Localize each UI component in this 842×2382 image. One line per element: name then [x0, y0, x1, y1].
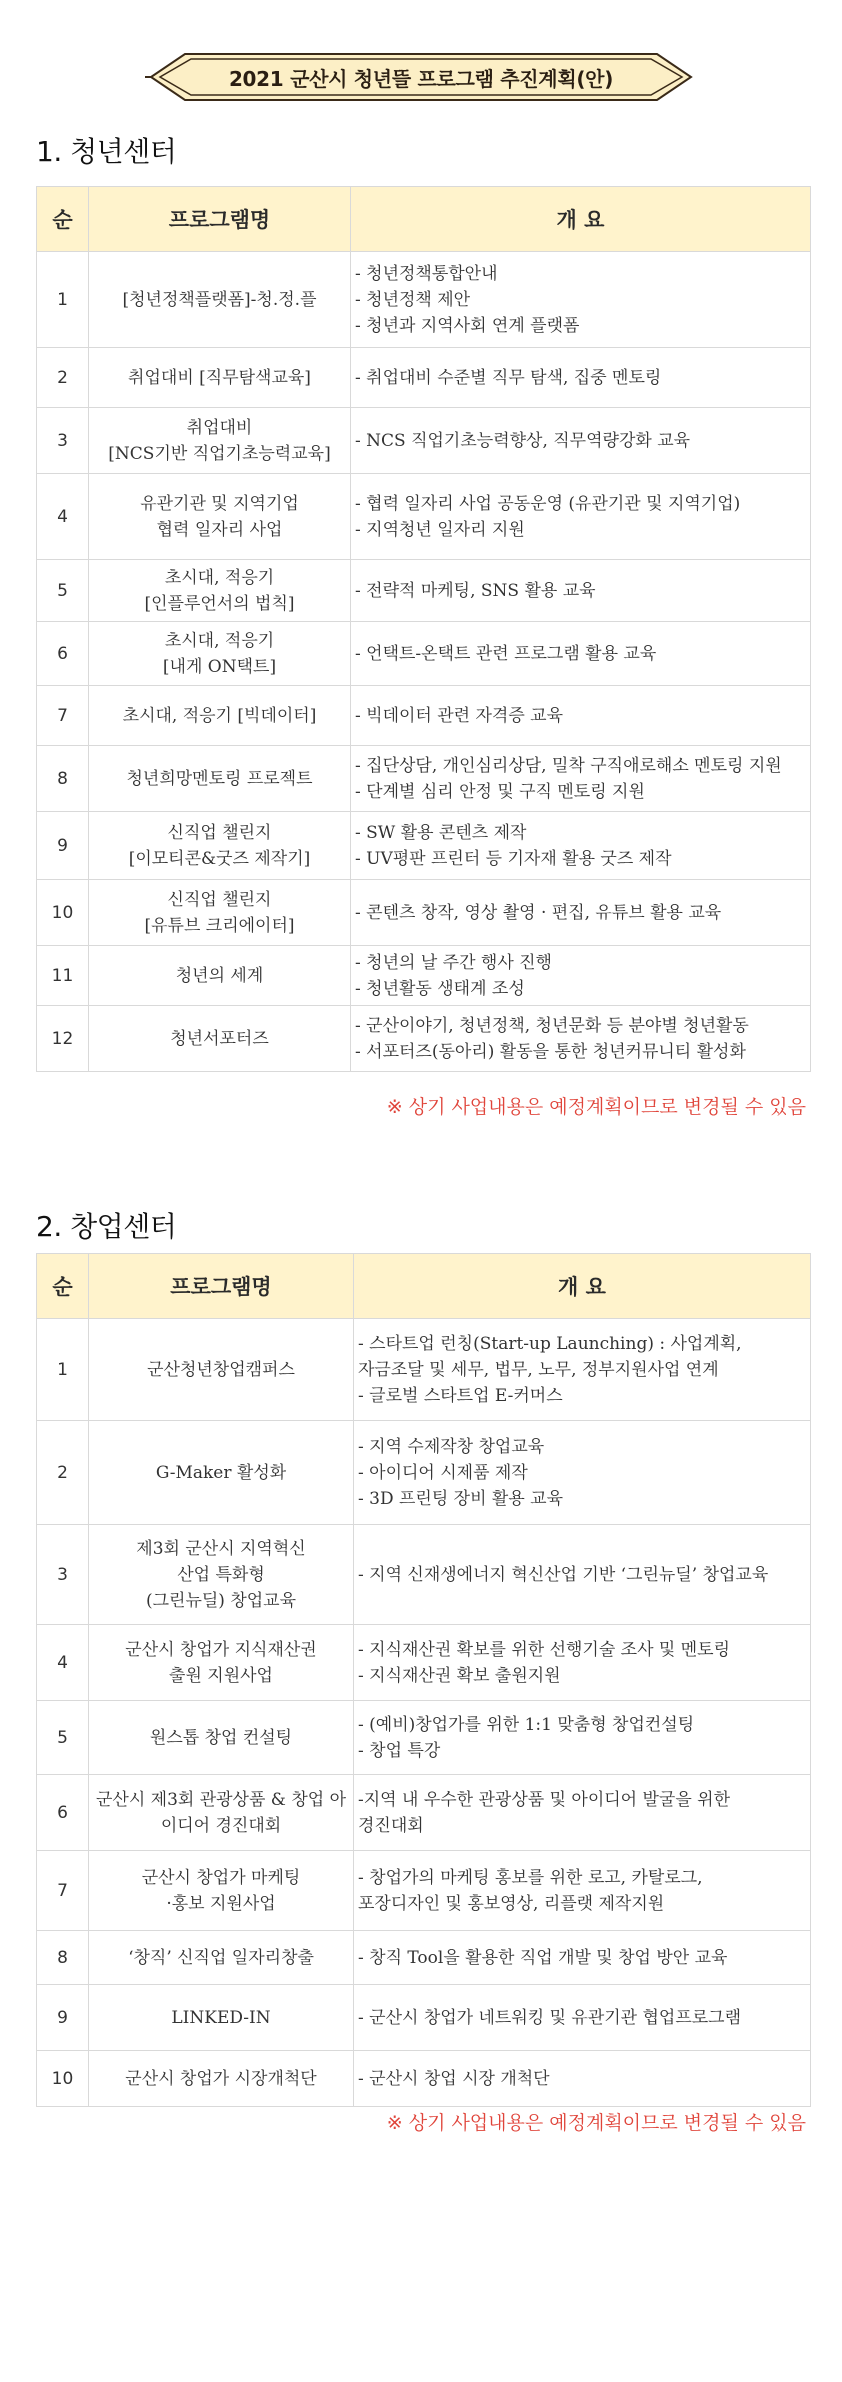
row-summary: - 청년정책통합안내 - 청년정책 제안 - 청년과 지역사회 연계 플랫폼	[351, 252, 811, 348]
table-row	[37, 1931, 811, 1985]
row-num: 10	[37, 2051, 89, 2107]
header-num: 순	[37, 187, 89, 252]
table-row	[37, 622, 811, 686]
table-row	[37, 1421, 811, 1525]
row-summary: - SW 활용 콘텐츠 제작 - UV평판 프린터 등 기자재 활용 굿즈 제작	[351, 812, 811, 880]
table-row	[37, 686, 811, 746]
table-row	[37, 348, 811, 408]
table-row	[37, 880, 811, 946]
header-program-name: 프로그램명	[89, 187, 351, 252]
row-summary: - 창업가의 마케팅 홍보를 위한 로고, 카탈로그, 포장디자인 및 홍보영상, 리플랫 제작지원	[354, 1851, 811, 1931]
table-row	[37, 946, 811, 1006]
row-num: 8	[37, 746, 89, 812]
row-num: 10	[37, 880, 89, 946]
row-num: 5	[37, 560, 89, 622]
row-num: 1	[37, 252, 89, 348]
row-summary: -지역 내 우수한 관광상품 및 아이디어 발굴을 위한 경진대회	[354, 1775, 811, 1851]
table-row	[37, 1775, 811, 1851]
row-program-name: 초시대, 적응기 [내게 ON택트]	[89, 622, 351, 686]
row-program-name: 취업대비 [직무탐색교육]	[89, 348, 351, 408]
row-num: 3	[37, 408, 89, 474]
table-header-row	[37, 187, 811, 252]
header-summary: 개 요	[351, 187, 811, 252]
row-program-name: 청년서포터즈	[89, 1006, 351, 1072]
row-summary: - 콘텐츠 창작, 영상 촬영 · 편집, 유튜브 활용 교육	[351, 880, 811, 946]
table-row	[37, 1625, 811, 1701]
section-title-startup-center: 2. 창업센터	[36, 1210, 177, 1243]
row-num: 9	[37, 812, 89, 880]
row-num: 2	[37, 1421, 89, 1525]
row-num: 7	[37, 1851, 89, 1931]
table-row	[37, 560, 811, 622]
row-summary: - 스타트업 런칭(Start-up Launching) : 사업계획, 자금조달 및 세무, 법무, 노무, 정부지원사업 연계 - 글로벌 스타트업 E-커머스	[354, 1319, 811, 1421]
row-summary: - 전략적 마케팅, SNS 활용 교육	[351, 560, 811, 622]
row-num: 1	[37, 1319, 89, 1421]
table-row	[37, 812, 811, 880]
youth-center-table	[36, 186, 811, 1072]
table-row	[37, 474, 811, 560]
row-summary: - 군산시 창업가 네트워킹 및 유관기관 협업프로그램	[354, 1985, 811, 2051]
row-summary: - 집단상담, 개인심리상담, 밀착 구직애로해소 멘토링 지원 - 단계별 심리 안정 및 구직 멘토링 지원	[351, 746, 811, 812]
section-title-youth-center: 1. 청년센터	[36, 135, 177, 168]
row-num: 6	[37, 622, 89, 686]
startup-center-table	[36, 1253, 811, 2107]
row-num: 12	[37, 1006, 89, 1072]
row-program-name: ‘창직’ 신직업 일자리창출	[89, 1931, 354, 1985]
table-row	[37, 1319, 811, 1421]
row-summary: - 지식재산권 확보를 위한 선행기술 조사 및 멘토링 - 지식재산권 확보 출원지원	[354, 1625, 811, 1701]
table-row	[37, 1985, 811, 2051]
row-program-name: G-Maker 활성화	[89, 1421, 354, 1525]
disclaimer-note: ※ 상기 사업내용은 예정계획이므로 변경될 수 있음	[386, 1096, 806, 1118]
row-program-name: 청년희망멘토링 프로젝트	[89, 746, 351, 812]
row-program-name: 군산시 창업가 시장개척단	[89, 2051, 354, 2107]
row-num: 6	[37, 1775, 89, 1851]
title-banner	[145, 48, 697, 106]
row-program-name: 유관기관 및 지역기업 협력 일자리 사업	[89, 474, 351, 560]
row-program-name: 군산시 창업가 마케팅 ·홍보 지원사업	[89, 1851, 354, 1931]
table-row	[37, 252, 811, 348]
row-num: 7	[37, 686, 89, 746]
table-row	[37, 1701, 811, 1775]
row-summary: - 협력 일자리 사업 공동운영 (유관기관 및 지역기업) - 지역청년 일자리 지원	[351, 474, 811, 560]
row-program-name: 군산시 창업가 지식재산권 출원 지원사업	[89, 1625, 354, 1701]
row-program-name: 군산시 제3회 관광상품 & 창업 아 이디어 경진대회	[89, 1775, 354, 1851]
row-summary: - 언택트-온택트 관련 프로그램 활용 교육	[351, 622, 811, 686]
row-program-name: 취업대비 [NCS기반 직업기초능력교육]	[89, 408, 351, 474]
table-row	[37, 746, 811, 812]
header-summary: 개 요	[354, 1254, 811, 1319]
header-num: 순	[37, 1254, 89, 1319]
page-title: 2021 군산시 청년뜰 프로그램 추진계획(안)	[228, 66, 614, 91]
table-row	[37, 408, 811, 474]
row-program-name: [청년정책플랫폼]-청.정.플	[89, 252, 351, 348]
row-program-name: 신직업 챌린지 [유튜브 크리에이터]	[89, 880, 351, 946]
row-num: 5	[37, 1701, 89, 1775]
header-program-name: 프로그램명	[89, 1254, 354, 1319]
row-program-name: 청년의 세계	[89, 946, 351, 1006]
disclaimer-note: ※ 상기 사업내용은 예정계획이므로 변경될 수 있음	[386, 2112, 806, 2134]
row-summary: - 창직 Tool을 활용한 직업 개발 및 창업 방안 교육	[354, 1931, 811, 1985]
row-summary: - 지역 수제작창 창업교육 - 아이디어 시제품 제작 - 3D 프린팅 장비 활용 교육	[354, 1421, 811, 1525]
row-program-name: 초시대, 적응기 [빅데이터]	[89, 686, 351, 746]
row-num: 2	[37, 348, 89, 408]
row-program-name: 초시대, 적응기 [인플루언서의 법칙]	[89, 560, 351, 622]
row-num: 4	[37, 474, 89, 560]
table-row	[37, 1851, 811, 1931]
row-program-name: 신직업 챌린지 [이모티콘&굿즈 제작기]	[89, 812, 351, 880]
table-row	[37, 2051, 811, 2107]
table-header-row	[37, 1254, 811, 1319]
row-program-name: 원스톱 창업 컨설팅	[89, 1701, 354, 1775]
row-summary: - (예비)창업가를 위한 1:1 맞춤형 창업컨설팅 - 창업 특강	[354, 1701, 811, 1775]
table-row	[37, 1006, 811, 1072]
row-program-name: 군산청년창업캠퍼스	[89, 1319, 354, 1421]
row-num: 3	[37, 1525, 89, 1625]
row-num: 9	[37, 1985, 89, 2051]
row-summary: - NCS 직업기초능력향상, 직무역량강화 교육	[351, 408, 811, 474]
table-row	[37, 1525, 811, 1625]
row-num: 11	[37, 946, 89, 1006]
row-summary: - 군산시 창업 시장 개척단	[354, 2051, 811, 2107]
row-summary: - 빅데이터 관련 자격증 교육	[351, 686, 811, 746]
row-summary: - 청년의 날 주간 행사 진행 - 청년활동 생태계 조성	[351, 946, 811, 1006]
row-summary: - 지역 신재생에너지 혁신산업 기반 ‘그린뉴딜’ 창업교육	[354, 1525, 811, 1625]
row-num: 4	[37, 1625, 89, 1701]
row-program-name: 제3회 군산시 지역혁신 산업 특화형 (그린뉴딜) 창업교육	[89, 1525, 354, 1625]
row-program-name: LINKED-IN	[89, 1985, 354, 2051]
row-summary: - 취업대비 수준별 직무 탐색, 집중 멘토링	[351, 348, 811, 408]
row-summary: - 군산이야기, 청년정책, 청년문화 등 분야별 청년활동 - 서포터즈(동아리) 활동을 통한 청년커뮤니티 활성화	[351, 1006, 811, 1072]
row-num: 8	[37, 1931, 89, 1985]
